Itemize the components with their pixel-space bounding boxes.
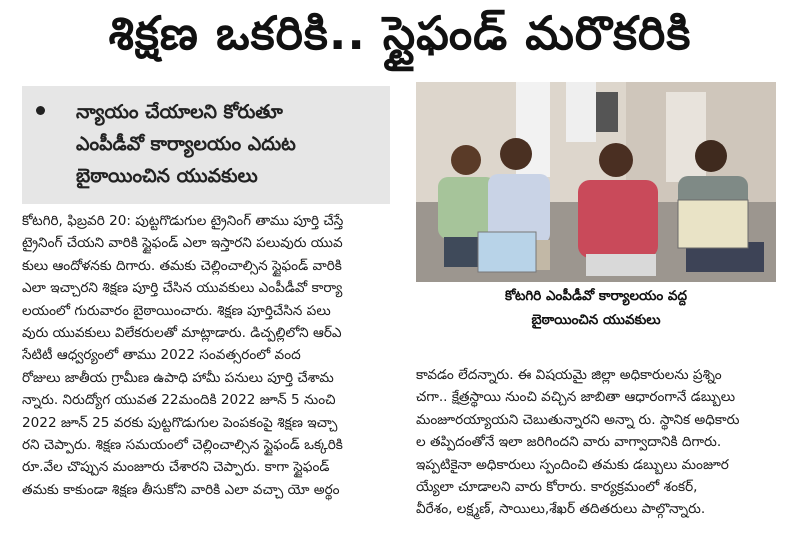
news-photo — [416, 82, 776, 282]
body-line: మంజూరయ్యాయని చెబుతున్నారని అన్నా రు. స్థానిక అధికారు — [416, 411, 740, 428]
body-line: రని చెప్పారు. శిక్షణ సమయంలో చెల్లించాల్సిన స్టైఫండ్ ఒక్కరికి — [22, 437, 343, 454]
body-line: కోటగిరి, ఫిబ్రవరి 20: పుట్టగొడుగుల ట్రైనింగ్ తాము పూర్తి చేస్తే — [22, 213, 344, 229]
body-line: ల తప్పిదంతోనే ఇలా జరిగిందని వారు వాగ్వాదానికి దిగారు. — [416, 434, 722, 451]
body-line: వురు యువకులు విలేకరులతో మాట్లాడారు. డిచ్పల్లిలోని ఆర్ఎ — [22, 325, 342, 342]
body-line: సేటిటీ ఆధ్వర్యంలో తాము 2022 సంవత్సరంలో వంద — [22, 347, 301, 364]
body-line: కులు ఆందోళనకు దిగారు. తమకు చెల్లించాల్సిన స్టైఫండ్ వారికి — [22, 257, 342, 274]
body-line: 2022 జూన్ 25 వరకు పుట్టగొడుగుల పెంపకంపై శిక్షణ ఇచ్చా — [22, 414, 338, 431]
body-line: వీరేశం, లక్ష్మణ్, సాయిలు,శేఖర్ తదితరులు పాల్గొన్నారు. — [416, 501, 706, 518]
subheadline-line: న్యాయం చేయాలని కోరుతూ — [76, 101, 283, 123]
photo-caption — [416, 284, 776, 332]
subheadline-line: ఎంపీడీవో కార్యాలయం ఎదుట — [76, 133, 296, 155]
body-line: న్నారు. నిరుద్యోగ యువత 22మందికి 2022 జూన్ 5 నుంచి — [22, 392, 336, 409]
body-line: రూ.వేల చొప్పున మంజూరు చేశారని చెప్పారు. కాగా స్టైఫండ్ — [22, 459, 330, 476]
article-body-right-column — [416, 364, 776, 521]
photo-caption-line: కోటగిరి ఎంపీడీవో కార్యాలయం వద్ద — [504, 288, 688, 304]
body-line: కావడం లేదన్నారు. ఈ విషయమై జిల్లా అధికారులను ప్రశ్నిం — [416, 367, 722, 383]
body-line: ట్రైనింగ్ చేయని వారికి స్టైఫండ్ ఎలా ఇస్తారని పలువురు యువ — [22, 235, 343, 252]
body-line: లయంలో గురువారం బైఠాయించారు. శిక్షణ పూర్తిచేసిన పలు — [22, 302, 331, 319]
bullet-icon — [36, 106, 45, 115]
photo-caption-line: బైఠాయించిన యువకులు — [531, 312, 661, 328]
article-body-left-column — [22, 210, 400, 501]
body-line: ఇప్పటికైనా అధికారులు స్పందించి తమకు డబ్బులు మంజూర — [416, 456, 729, 473]
body-line: రోజులు జాతీయ గ్రామీణ ఉపాధి హామీ పనులు పూర్తి చేశామ — [22, 369, 334, 386]
subheadline-box — [22, 86, 390, 204]
body-line: తమకు కాకుండా శిక్షణ తీసుకోని వారికి ఎలా వచ్చా యో అర్థం — [22, 481, 340, 498]
body-line: య్యేలా చూడాలని వారు కోరారు. కార్యక్రమంలో శంకర్, — [416, 479, 698, 496]
headline: శిక్షణ ఒకరికి.. స్టైఫండ్ మరొకరికి — [108, 6, 692, 60]
subheadline-line: బైఠాయించిన యువకులు — [76, 165, 258, 187]
body-line: చగా.. క్షేత్రస్థాయి నుంచి వచ్చిన జాబితా ఆధారంగానే డబ్బులు — [416, 389, 736, 406]
protest-photo-illustration — [416, 82, 776, 282]
body-line: ఎలా ఇచ్చారని శిక్షణ పూర్తి చేసిన యువకులు ఎంపీడీవో కార్యా — [22, 280, 343, 297]
